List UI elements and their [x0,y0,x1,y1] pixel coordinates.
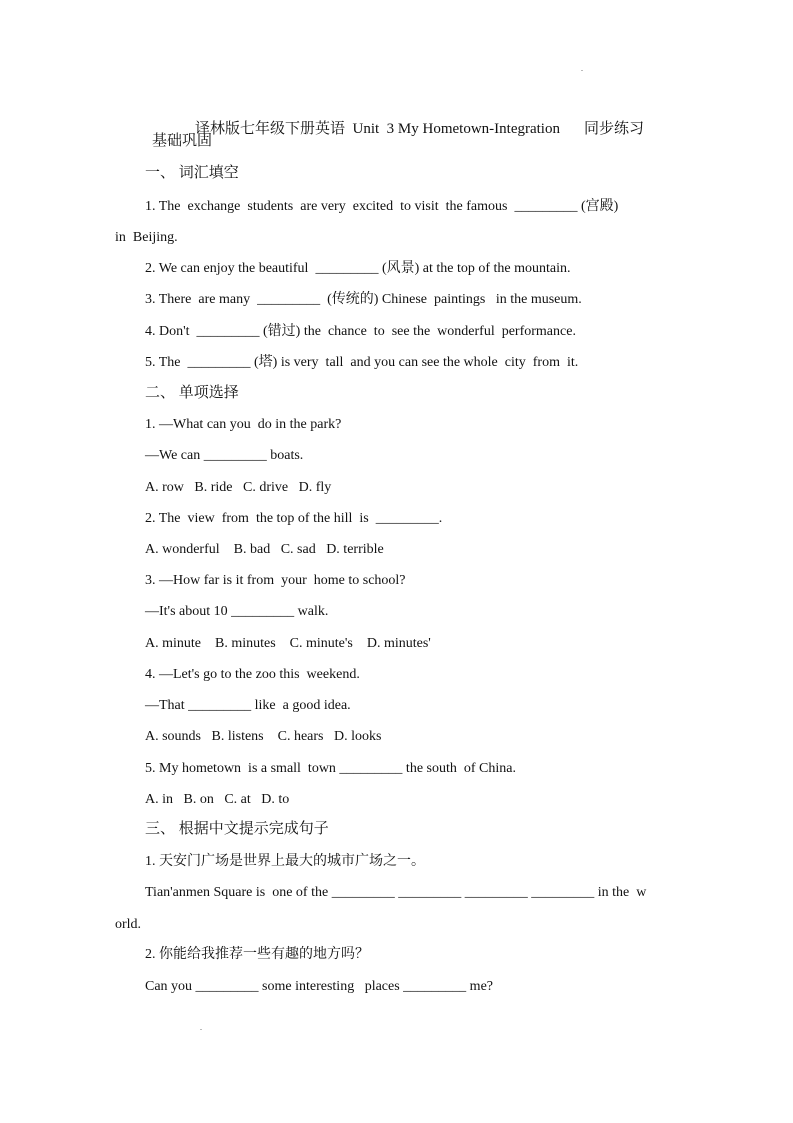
title-main: 译林版七年级下册英语 Unit 3 My Hometown-Integration [195,121,560,137]
s3-question-2-english: Can you _________ some interesting places _________ me? [145,979,493,994]
s2-question-4: 4. —Let's go to the zoo this weekend. [145,667,360,682]
section2-heading: 二、 单项选择 [145,385,239,401]
s3-question-1-english: Tian'anmen Square is one of the _________ _________ _________ _________ in the w [145,885,647,900]
s2-question-1: 1. —What can you do in the park? [145,417,342,432]
title-suffix: 同步练习 [583,121,644,137]
section1-heading: 一、 词汇填空 [145,165,239,181]
s2-question-3-options: A. minute B. minutes C. minute's D. minutes' [145,636,431,651]
scan-speck [200,1029,202,1030]
s1-question-1-continued: in Beijing. [115,230,178,245]
s2-question-3: 3. —How far is it from your home to school? [145,573,406,588]
s2-question-5: 5. My hometown is a small town _________ the south of China. [145,761,516,776]
s1-question-2: 2. We can enjoy the beautiful _________ (风景) at the top of the mountain. [145,261,571,276]
s1-question-4: 4. Don't _________ (错过) the chance to see the wonderful performance. [145,324,576,339]
s2-question-4-options: A. sounds B. listens C. hears D. looks [145,729,382,744]
subtitle: 基础巩固 [152,133,213,149]
s1-question-1: 1. The exchange students are very excited to visit the famous _________ (宫殿) [145,199,619,214]
s3-question-1-chinese: 1. 天安门广场是世界上最大的城市广场之一。 [145,854,425,869]
scan-speck [581,70,583,71]
s1-question-5: 5. The _________ (塔) is very tall and you can see the whole city from it. [145,355,579,370]
s2-question-2: 2. The view from the top of the hill is _________. [145,511,443,526]
s2-question-1-reply: —We can _________ boats. [145,448,304,463]
s2-question-5-options: A. in B. on C. at D. to [145,792,290,807]
section3-heading: 三、 根据中文提示完成句子 [145,821,329,837]
s2-question-3-reply: —It's about 10 _________ walk. [145,604,329,619]
s2-question-2-options: A. wonderful B. bad C. sad D. terrible [145,542,384,557]
s3-question-2-chinese: 2. 你能给我推荐一些有趣的地方吗？ [145,947,369,962]
document-title [180,102,644,156]
s3-question-1-english-continued: orld. [115,917,142,932]
s2-question-4-reply: —That _________ like a good idea. [145,698,351,713]
s2-question-1-options: A. row B. ride C. drive D. fly [145,480,332,495]
s1-question-3: 3. There are many _________ (传统的) Chinese paintings in the museum. [145,292,582,307]
